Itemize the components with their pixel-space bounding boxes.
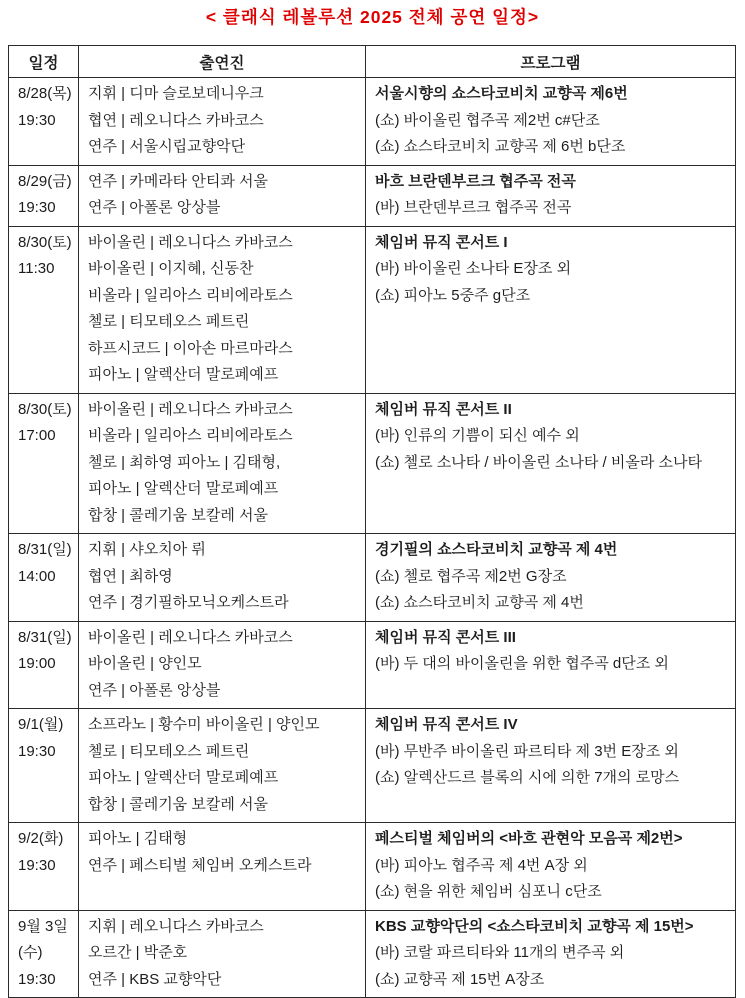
- cast-line: 바이올린 | 레오니다스 카바코스: [88, 628, 293, 646]
- cast-line: 지휘 | 샤오치아 뤼: [88, 541, 206, 558]
- schedule-line: 8/30(토): [18, 233, 72, 251]
- program-item: (쇼) 피아노 5중주 g단조: [375, 286, 531, 304]
- schedule-line: 9/1(월): [18, 716, 64, 733]
- schedule-cell: [9, 78, 79, 166]
- cast-line: 연주 | 아폴론 앙상블: [88, 199, 221, 216]
- program-title: 체임버 뮤직 콘서트 III: [375, 628, 516, 646]
- schedule-cell: [9, 534, 79, 622]
- cast-line: 오르간 | 박준호: [88, 944, 188, 961]
- schedule-cell: [9, 165, 79, 226]
- cast-cell: [79, 823, 366, 911]
- program-item: (바) 바이올린 소나타 E장조 외: [375, 260, 572, 277]
- cast-line: 바이올린 | 레오니다스 카바코스: [88, 400, 293, 418]
- program-item: (바) 인류의 기쁨이 되신 예수 외: [375, 427, 580, 444]
- program-cell: [366, 621, 736, 709]
- schedule-line: 17:00: [18, 427, 56, 444]
- program-cell: [366, 78, 736, 166]
- header-row: [9, 46, 736, 78]
- table-row: [9, 165, 736, 226]
- program-item: (바) 무반주 바이올린 파르티타 제 3번 E장조 외: [375, 742, 679, 760]
- program-item: (바) 코랄 파르티타와 11개의 변주곡 외: [375, 944, 625, 961]
- cast-cell: [79, 621, 366, 709]
- program-cell: [366, 910, 736, 998]
- schedule-line: 19:30: [18, 199, 56, 216]
- cast-line: 지휘 | 디마 슬로보데니우크: [88, 85, 264, 102]
- schedule-line: 19:30: [18, 856, 56, 874]
- page-title: < 클래식 레볼루션 2025 전체 공연 일정>: [205, 7, 540, 27]
- table-row: [9, 709, 736, 823]
- cast-line: 첼로 | 티모테오스 페트린: [88, 742, 250, 760]
- cast-line: 바이올린 | 이지혜, 신동찬: [88, 260, 254, 277]
- program-item: (바) 두 대의 바이올린을 위한 협주곡 d단조 외: [375, 655, 669, 672]
- col-header-cast: 출연진: [79, 46, 366, 78]
- schedule-line: 8/28(목): [18, 85, 72, 102]
- program-item: (쇼) 쇼스타코비치 교향곡 제 6번 b단조: [375, 138, 626, 155]
- table-body: [9, 78, 736, 998]
- cast-line: 소프라노 | 황수미 바이올린 | 양인모: [88, 716, 320, 733]
- cast-line: 비올라 | 일리아스 리비에라토스: [88, 427, 293, 444]
- program-title: 바흐 브란덴부르크 협주곡 전곡: [375, 172, 576, 190]
- schedule-line: 19:30: [18, 970, 56, 988]
- cast-line: 비올라 | 일리아스 리비에라토스: [88, 286, 293, 304]
- program-item: (바) 브란덴부르크 협주곡 전곡: [375, 199, 572, 216]
- cast-line: 협연 | 최하영: [88, 567, 173, 585]
- program-cell: [366, 393, 736, 534]
- schedule-cell: [9, 226, 79, 393]
- program-item: (쇼) 첼로 소나타 / 바이올린 소나타 / 비올라 소나타: [375, 453, 702, 471]
- program-item: (쇼) 교향곡 제 15번 A장조: [375, 970, 545, 988]
- cast-line: 연주 | 경기필하모닉오케스트라: [88, 594, 289, 611]
- schedule-cell: [9, 621, 79, 709]
- cast-line: 피아노 | 알렉산더 말로페예프: [88, 480, 279, 497]
- program-item: (쇼) 쇼스타코비치 교향곡 제 4번: [375, 594, 584, 611]
- program-item: (쇼) 알렉산드르 블록의 시에 의한 7개의 로망스: [375, 769, 680, 786]
- schedule-cell: [9, 910, 79, 998]
- program-title: 체임버 뮤직 콘서트 IV: [375, 716, 518, 733]
- cast-line: 연주 | 서울시립교향악단: [88, 138, 246, 155]
- cast-line: 첼로 | 최하영 피아노 | 김태형,: [88, 453, 281, 471]
- cast-line: 지휘 | 레오니다스 카바코스: [88, 917, 264, 935]
- cast-line: 합창 | 콜레기움 보칼레 서울: [88, 506, 268, 524]
- cast-line: 바이올린 | 양인모: [88, 655, 202, 672]
- cast-cell: [79, 709, 366, 823]
- table-row: [9, 78, 736, 166]
- schedule-line: 11:30: [18, 260, 55, 277]
- schedule-cell: [9, 823, 79, 911]
- cast-cell: [79, 534, 366, 622]
- program-title: 페스티벌 체임버의 <바흐 관현악 모음곡 제2번>: [375, 830, 683, 847]
- cast-line: 합창 | 콜레기움 보칼레 서울: [88, 795, 268, 813]
- program-item: (쇼) 현을 위한 체임버 심포니 c단조: [375, 883, 602, 900]
- cast-line: 협연 | 레오니다스 카바코스: [88, 111, 264, 129]
- program-cell: [366, 165, 736, 226]
- table-row: [9, 910, 736, 998]
- program-item: (쇼) 바이올린 협주곡 제2번 c#단조: [375, 111, 600, 129]
- cast-line: 피아노 | 김태형: [88, 830, 188, 847]
- cast-line: 피아노 | 알렉산더 말로페예프: [88, 769, 279, 786]
- schedule-line: 9월 3일: [18, 917, 68, 935]
- table-row: [9, 393, 736, 534]
- cast-line: 연주 | 카메라타 안티콰 서울: [88, 172, 268, 190]
- col-header-program: 프로그램: [366, 46, 736, 78]
- schedule-table: [8, 45, 736, 998]
- schedule-line: 19:30: [18, 742, 56, 760]
- program-cell: [366, 823, 736, 911]
- schedule-line: 8/30(토): [18, 400, 72, 418]
- cast-cell: [79, 393, 366, 534]
- program-title: KBS 교향악단의 <쇼스타코비치 교향곡 제 15번>: [375, 917, 694, 935]
- cast-cell: [79, 226, 366, 393]
- program-item: (쇼) 첼로 협주곡 제2번 G장조: [375, 567, 567, 585]
- schedule-line: 8/31(일): [18, 541, 72, 558]
- cast-line: 바이올린 | 레오니다스 카바코스: [88, 233, 293, 251]
- program-item: (바) 피아노 협주곡 제 4번 A장 외: [375, 856, 588, 874]
- cast-line: 연주 | 아폴론 앙상블: [88, 681, 221, 699]
- schedule-line: 9/2(화): [18, 830, 64, 847]
- program-title: 체임버 뮤직 콘서트 I: [375, 233, 508, 251]
- schedule-line: 19:00: [18, 655, 56, 672]
- schedule-line: (수): [18, 944, 43, 961]
- table-row: [9, 823, 736, 911]
- table-row: [9, 621, 736, 709]
- table-row: [9, 226, 736, 393]
- col-header-schedule: 일정: [9, 46, 79, 78]
- cast-line: 연주 | 페스티벌 체임버 오케스트라: [88, 856, 312, 874]
- cast-cell: [79, 78, 366, 166]
- schedule-line: 8/31(일): [18, 628, 72, 646]
- schedule-line: 19:30: [18, 111, 56, 129]
- program-cell: [366, 226, 736, 393]
- table-header: [9, 46, 736, 78]
- schedule-cell: [9, 709, 79, 823]
- cast-line: 하프시코드 | 이아손 마르마라스: [88, 339, 293, 357]
- cast-line: 첼로 | 티모테오스 페트린: [88, 313, 250, 330]
- cast-cell: [79, 165, 366, 226]
- program-title: 경기필의 쇼스타코비치 교향곡 제 4번: [375, 541, 618, 558]
- schedule-cell: [9, 393, 79, 534]
- program-cell: [366, 709, 736, 823]
- table-row: [9, 534, 736, 622]
- schedule-line: 8/29(금): [18, 172, 72, 190]
- schedule-line: 14:00: [18, 567, 56, 585]
- cast-line: 피아노 | 알렉산더 말로페예프: [88, 366, 279, 383]
- cast-cell: [79, 910, 366, 998]
- program-title: 서울시향의 쇼스타코비치 교향곡 제6번: [375, 85, 628, 102]
- program-cell: [366, 534, 736, 622]
- cast-line: 연주 | KBS 교향악단: [88, 970, 222, 988]
- program-title: 체임버 뮤직 콘서트 II: [375, 400, 512, 418]
